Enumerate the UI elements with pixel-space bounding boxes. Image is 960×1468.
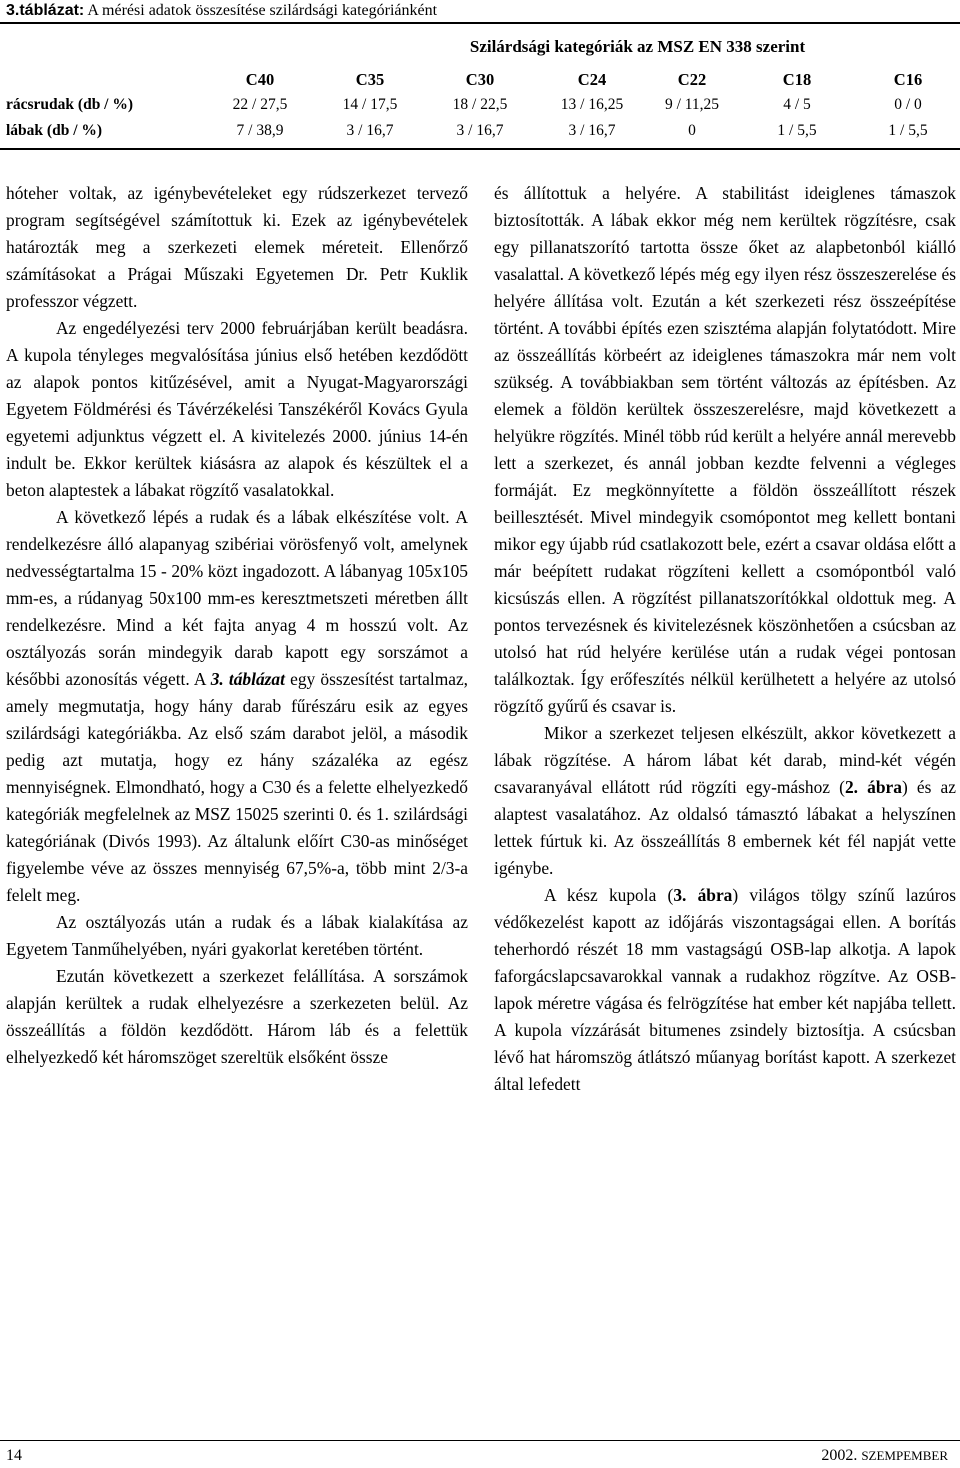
table-cell: 18 / 22,5 xyxy=(452,96,508,113)
table-cell: 9 / 11,25 xyxy=(664,96,720,113)
table-cell: 1 / 5,5 xyxy=(888,122,928,139)
figure-reference: 2. ábra xyxy=(844,777,902,797)
paragraph: Az osztályozás után a rudak és a lábak kialakítása az Egyetem Tanműhelyében, nyári gyakorlat keretében történt. xyxy=(6,912,468,959)
table-row-label: lábak (db / %) xyxy=(6,122,103,139)
table-top-rule xyxy=(0,22,960,24)
table-cell: 0 xyxy=(688,122,696,139)
table-row xyxy=(0,122,960,148)
table-cell: 1 / 5,5 xyxy=(777,122,817,139)
table-column-header: C35 xyxy=(355,70,385,89)
table-column-header: C18 xyxy=(782,70,812,89)
paragraph xyxy=(494,720,956,882)
paragraph xyxy=(494,882,956,1098)
table-column-header: C40 xyxy=(245,70,275,89)
table-caption xyxy=(6,0,437,22)
paragraph-text: egy összesítést tartalmaz, amely megmutatja, hogy hány darab fűrészáru esik az egyes szilárdsági kategóriákba. Az első szám darabot jelöl, a második pedig azt mutatja, hogy ez hány százaléka az egész mennyiségnek. Elmondható, hogy a C30 és a felette elhelyezkedő kategóriák megfelelnek az MSZ 15025 szerinti 0. és 1. szilárdsági kategóriának (Divós 1993). Az általunk előírt C30-as minőséget figyelembe véve az összes mennyiség 67,5%-a, több mint 2/3-a felelt meg. xyxy=(6,669,469,905)
paragraph-text: A következő lépés a rudak és a lábak elkészítése volt. A rendelkezésre álló alapanyag szibériai vörösfenyő volt, amelynek nedvességtartalma 15 - 20% közt ingadozott. A lábanyag 105x105 mm-es, a rúdanyag 50x100 mm-es keresztmetszeti méretben állt rendelkezésre. Mind a két fajta anyag 4 m hosszú volt. Az osztályozás során mindegyik darab kapott egy sorszámot a későbbi azonosítás végett. A xyxy=(6,507,468,689)
paragraph-text: ) világos tölgy színű lazúros védőkezelést kapott az időjárás viszontagságai ellen. A borítás teherhordó részét 18 mm vastagságú OSB-lap alkotja. A lapok faforgácslapcsavarokkal vannak a rudakhoz rögzítve. Az OSB-lapok méretre vágása és felrögzítése hat ember két napjába tellett. A kupola vízzárását bitumenes zsindely biztosítja. A csúcsban lévő hat háromszög átlátszó műanyag borítást kapott. A szerkezet által lefedett xyxy=(494,885,956,1094)
table-caption-number: 3.táblázat: xyxy=(6,2,85,19)
table-row-label: rácsrudak (db / %) xyxy=(6,96,134,113)
table-column-header: C24 xyxy=(577,70,607,89)
paragraph-text: ) és az alaptest vasalatához. Az oldalsó támasztó lábakat a helyszínen lettek fúrtuk ki. Az összeállítás 8 embernek két fél napját vette igénybe. xyxy=(494,777,956,878)
table-bottom-rule xyxy=(0,148,960,150)
paragraph: hóteher voltak, az igénybevételeket egy rúdszerkezet tervező program segítségével számítottuk ki. Ezek az igénybevételek határozták meg a szerkezeti elemek méreteit. Ellenőrző számításokat a Prágai Műszaki Egyetemen Dr. Petr Kuklik professzor végzett. xyxy=(6,183,468,311)
table-cell: 0 / 0 xyxy=(894,96,922,113)
table-cell: 3 / 16,7 xyxy=(346,122,394,139)
table-cell: 3 / 16,7 xyxy=(456,122,504,139)
page-number: 14 xyxy=(6,1447,22,1464)
paragraph xyxy=(6,504,468,909)
table-row xyxy=(0,96,960,122)
table-cell: 3 / 16,7 xyxy=(568,122,616,139)
paragraph: Ezután következett a szerkezet felállítása. A sorszámok alapján kerültek a rudak elhelyezésre a szerkezeten belül. Az összeállítás a földön kezdődött. Három láb és a felettük elhelyezkedő két háromszöget szereltük elsőként össze xyxy=(6,966,468,1067)
footer-rule xyxy=(0,1440,960,1441)
table-header-row xyxy=(0,70,960,96)
table-column-header: C30 xyxy=(465,70,495,89)
issue-month: SZEMPEMBER xyxy=(861,1448,948,1463)
paragraph: és állítottuk a helyére. A stabilitást ideiglenes támaszok biztosították. A lábak ekkor még nem kerültek rögzítésre, csak egy pillanatszorító tartotta össze őket az alapbetonból kiálló vasalattal. A következő lépés még egy ilyen rész összeszerelése és helyére állítása volt. Ezután a két szerkezeti rész összeépítése történt. A további építés ezen szisztéma alapján folytatódott. Mire az összeállítás körbeért az ideiglenes támaszokra már nem volt szükség. A továbbiakban sem történt változás az építésben. Az elemek a földön kerültek összeszerelésre, majd következett a helyükre rögzítés. Minél több rúd került a helyére annál merevebb lett a szerkezet, és annál jobban kezdte felvenni a végleges formáját. Ez megkönnyítette a földön összeállított részek beillesztését. Mivel mindegyik csomópontot meg kellett bontani mikor egy újabb rúd csatlakozott bele, ezért a csavar oldása előtt a már beépített rudakat rögzíteni kellett a csomópontból való kicsúszás ellen. A rögzítést pillanatszorítókkal oldottuk meg. A pontos tervezésnek és kivitelezésnek köszönhetően a csúcsban az utolsó hat rúd helyére kerülése után a rudak végei pontosan találkoztak. Így erőfeszítés nélkül kerülhetett a helyére az utolsó rögzítő gyűrű és csavar is. xyxy=(494,183,956,716)
table-caption-text: A mérési adatok összesítése szilárdsági kategóriánként xyxy=(84,2,438,19)
table-cell: 13 / 16,25 xyxy=(560,96,624,113)
table-column-header: C16 xyxy=(893,70,923,89)
right-text-column xyxy=(494,180,956,1098)
table-cell: 4 / 5 xyxy=(783,96,811,113)
paragraph-text: Mikor a szerkezet teljesen elkészült, akkor következett a lábak rögzítése. A három lábat két darab, mind-két végén csavaranyával ellátott rúd rögzíti egy-máshoz ( xyxy=(494,723,956,797)
issue-year: 2002. xyxy=(821,1447,858,1464)
table-cell: 7 / 38,9 xyxy=(236,122,284,139)
table-column-header: C22 xyxy=(677,70,707,89)
paragraph: Az engedélyezési terv 2000 februárjában került beadásra. A kupola tényleges megvalósítása június első hetében kezdődött az alapok pontos kitűzésével, amit a Nyugat-Magyarországi Egyetem Földmérési és Távérzékelési Tanszékéről Kovács Gyula egyetemi adjunktus végzett el. A kivitelezés 2000. június 14-én indult be. Ekkor kerültek kiásásra az alapok és készültek el a beton alaptestek a lábakat rögzítő vasalatokkal. xyxy=(6,318,468,500)
paragraph-text: A kész kupola ( xyxy=(544,885,674,905)
table-reference: 3. táblázat xyxy=(210,669,285,689)
table-cell: 22 / 27,5 xyxy=(232,96,288,113)
issue-date xyxy=(821,1447,948,1465)
table-cell: 14 / 17,5 xyxy=(342,96,398,113)
left-text-column xyxy=(6,180,468,1071)
figure-reference: 3. ábra xyxy=(673,885,733,905)
table-group-header: Szilárdsági kategóriák az MSZ EN 338 szerint xyxy=(469,37,806,56)
